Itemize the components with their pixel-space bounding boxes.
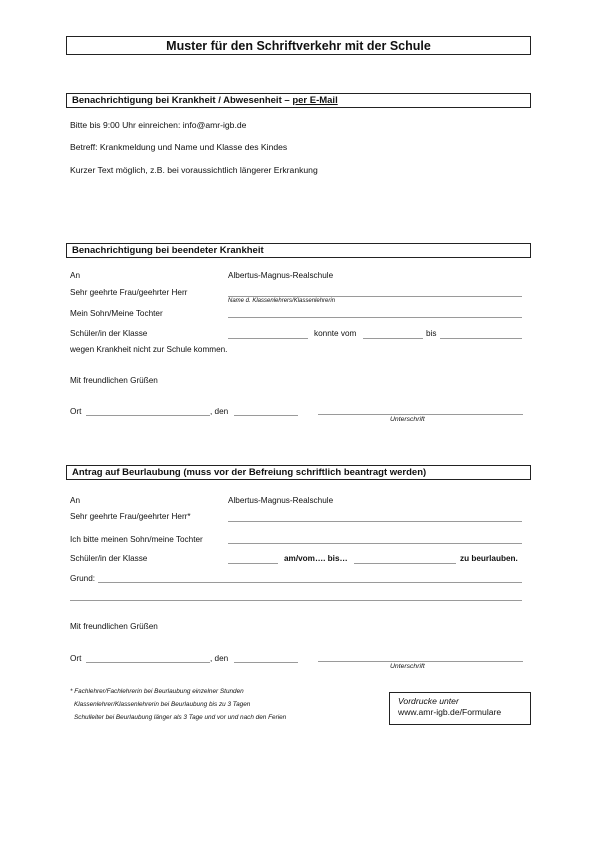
illness-greeting: Mit freundlichen Grüßen [70, 376, 158, 385]
forms-info-box [389, 692, 531, 725]
illness-place-label: Ort [70, 407, 82, 416]
leave-reason-line-2[interactable] [70, 600, 522, 601]
leave-signature-label: Unterschrift [390, 663, 425, 670]
illness-child-line[interactable] [228, 317, 522, 318]
leave-period-line[interactable] [354, 563, 456, 564]
forms-info-line-1: Vordrucke unter [398, 696, 459, 706]
illness-from-label: konnte vom [314, 329, 357, 338]
footnote-3: Schulleiter bei Beurlaubung länger als 3 Tage und vor und nach den Ferien [74, 714, 287, 721]
illness-an: An [70, 271, 81, 280]
illness-from-line[interactable] [363, 338, 423, 339]
illness-signature-label: Unterschrift [390, 416, 425, 423]
leave-request: Ich bitte meinen Sohn/meine Tochter [70, 535, 203, 544]
leave-leave-label: zu beurlauben. [460, 554, 518, 563]
leave-heading-text: Antrag auf Beurlaubung (muss vor der Befreiung schriftlich beantragt werden) [72, 467, 427, 478]
illness-date-line[interactable] [234, 415, 298, 416]
forms-info-line-2[interactable]: www.amr-igb.de/Formulare [398, 707, 502, 717]
leave-section-heading [66, 465, 531, 480]
illness-class-line[interactable] [228, 338, 308, 339]
leave-place-label: Ort [70, 654, 82, 663]
leave-date-label: , den [210, 654, 229, 663]
email-heading-text: Benachrichtigung bei Krankheit / Abwesenheit [72, 95, 282, 106]
leave-an: An [70, 496, 81, 505]
illness-teacher-hint: Name d. Klassenlehrers/Klassenlehrerin [228, 298, 336, 304]
illness-reason: wegen Krankheit nicht zur Schule kommen. [70, 345, 228, 354]
leave-teacher-line[interactable] [228, 521, 522, 522]
leave-student: Schüler/in der Klasse [70, 554, 148, 563]
illness-place-line[interactable] [86, 415, 210, 416]
leave-salutation: Sehr geehrte Frau/geehrter Herr* [70, 512, 191, 521]
page-title-box [66, 36, 531, 55]
leave-school: Albertus-Magnus-Realschule [228, 496, 334, 505]
illness-to-label: bis [426, 329, 437, 338]
leave-from-label: am/vom…. bis… [284, 554, 348, 563]
illness-heading-text: Benachrichtigung bei beendeter Krankheit [72, 245, 264, 256]
illness-salutation: Sehr geehrte Frau/geehrter Herr [70, 288, 188, 297]
leave-child-line[interactable] [228, 543, 522, 544]
illness-to-line[interactable] [440, 338, 522, 339]
illness-student: Schüler/in der Klasse [70, 329, 148, 338]
email-section-heading [66, 93, 531, 108]
illness-child: Mein Sohn/Meine Tochter [70, 309, 163, 318]
illness-school: Albertus-Magnus-Realschule [228, 271, 334, 280]
email-line-1: Bitte bis 9:00 Uhr einreichen: info@amr-igb.de [70, 120, 247, 130]
leave-signature-line[interactable] [318, 661, 523, 662]
leave-reason-line-1[interactable] [98, 582, 522, 583]
illness-section-heading [66, 243, 531, 258]
email-line-3: Kurzer Text möglich, z.B. bei voraussichtlich längerer Erkrankung [70, 165, 318, 175]
leave-date-line[interactable] [234, 662, 298, 663]
illness-date-label: , den [210, 407, 229, 416]
leave-place-line[interactable] [86, 662, 210, 663]
illness-signature-line[interactable] [318, 414, 523, 415]
email-line-2: Betreff: Krankmeldung und Name und Klasse des Kindes [70, 142, 288, 152]
leave-reason-label: Grund: [70, 574, 96, 583]
footnote-2: Klassenlehrer/Klassenlehrerin bei Beurlaubung bis zu 3 Tagen [74, 701, 251, 708]
footnote-1: * Fachlehrer/Fachlehrerin bei Beurlaubung einzelner Stunden [70, 688, 244, 695]
leave-greeting: Mit freundlichen Grüßen [70, 622, 158, 631]
illness-teacher-line[interactable] [228, 296, 522, 297]
email-heading-link: per E-Mail [292, 95, 338, 106]
email-heading-sep: – [281, 95, 293, 106]
page-title: Muster für den Schriftverkehr mit der Schule [166, 39, 431, 53]
leave-class-line[interactable] [228, 563, 278, 564]
